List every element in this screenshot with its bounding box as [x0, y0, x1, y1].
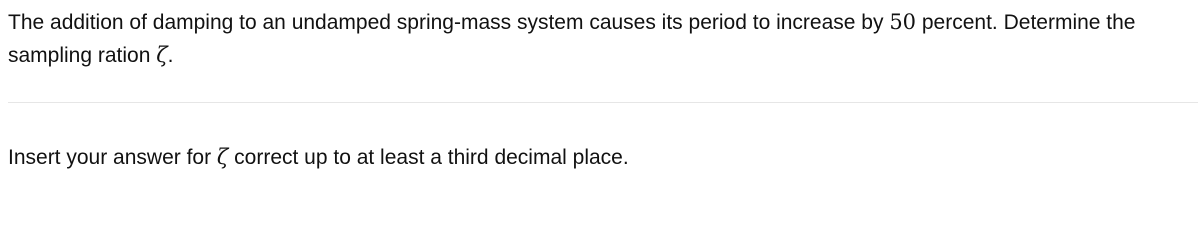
zeta-symbol: ζ: [216, 145, 229, 169]
question-text: [8, 6, 1194, 72]
answer-instruction: [8, 142, 629, 173]
instruction-text-part1: Insert your answer for: [8, 146, 217, 169]
section-divider: [8, 102, 1198, 103]
instruction-text-part2: correct up to at least a third decimal place.: [228, 146, 629, 169]
question-text-part2: percent. Determine the sampling ration: [8, 11, 1136, 67]
question-text-part1: The addition of damping to an undamped spring-mass system causes its period to increase by: [8, 11, 890, 34]
question-text-part3: .: [167, 44, 174, 67]
percent-value: 50: [889, 10, 917, 34]
zeta-symbol: ζ: [156, 43, 168, 67]
